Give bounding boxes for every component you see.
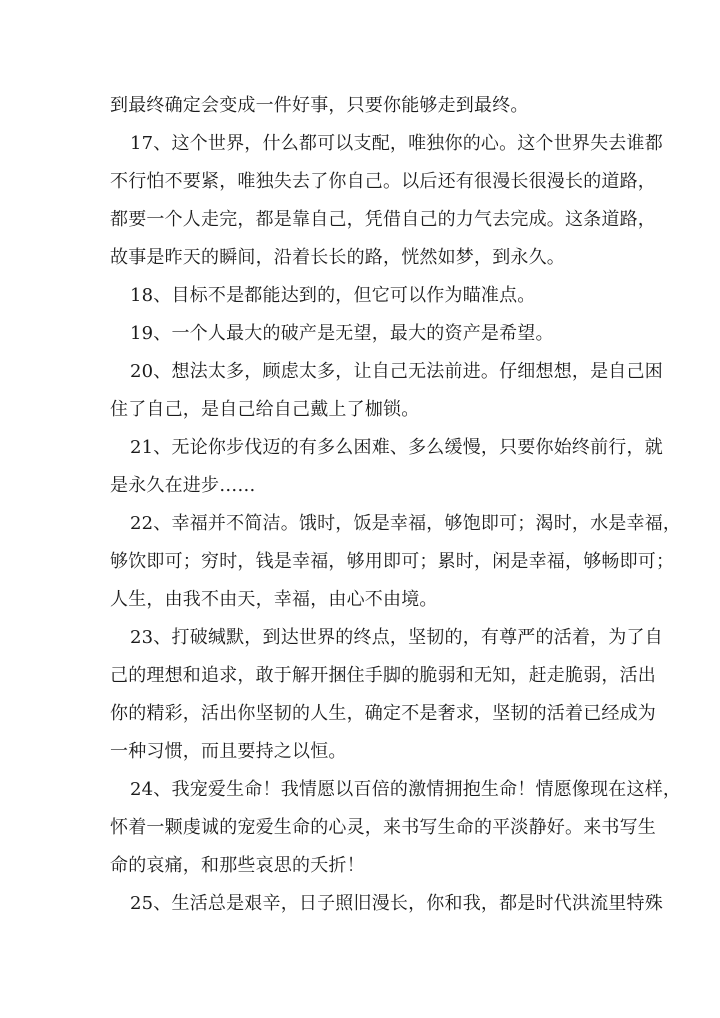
paragraph-21-line: 是永久在进步……: [110, 475, 256, 496]
paragraph-20-line: 住了自己，是自己给自己戴上了枷锁。: [110, 399, 420, 420]
paragraph-23-line: 一种习惯，而且要持之以恒。: [110, 741, 347, 762]
paragraph-23-line: 己的理想和追求，敢于解开捆住手脚的脆弱和无知，赶走脆弱，活出: [110, 665, 656, 686]
paragraph-17-line: 故事是昨天的瞬间，沿着长长的路，恍然如梦，到永久。: [110, 247, 565, 268]
paragraph-17-line: 不行怕不要紧，唯独失去了你自己。以后还有很漫长很漫长的道路，: [110, 171, 656, 192]
paragraph-24-line: 24、我宠爱生命！我情愿以百倍的激情拥抱生命！情愿像现在这样，: [130, 779, 682, 800]
paragraph-22-line: 够饮即可；穷时，钱是幸福，够用即可；累时，闲是幸福，够畅即可；: [110, 551, 675, 572]
paragraph-25-line: 25、生活总是艰辛，日子照旧漫长，你和我，都是时代洪流里特殊: [130, 893, 663, 914]
paragraph-24-line: 命的哀痛，和那些哀思的夭折！: [110, 855, 365, 876]
paragraph-19-line: 19、一个人最大的破产是无望，最大的资产是希望。: [130, 323, 554, 344]
paragraph-24-line: 怀着一颗虔诚的宠爱生命的心灵，来书写生命的平淡静好。来书写生: [110, 817, 656, 838]
paragraph-23-line: 23、打破缄默，到达世界的终点，坚韧的，有尊严的活着，为了自: [130, 627, 663, 648]
paragraph-20-line: 20、想法太多，顾虑太多，让自己无法前进。仔细想想，是自己困: [130, 361, 663, 382]
paragraph-18-line: 18、目标不是都能达到的，但它可以作为瞄准点。: [130, 285, 536, 306]
paragraph-21-line: 21、无论你步伐迈的有多么困难、多么缓慢，只要你始终前行，就: [130, 437, 663, 458]
paragraph-17-line: 都要一个人走完，都是靠自己，凭借自己的力气去完成。这条道路，: [110, 209, 656, 230]
paragraph-22-line: 22、幸福并不简洁。饿时，饭是幸福，够饱即可；渴时，水是幸福，: [130, 513, 682, 534]
paragraph-17-line: 17、这个世界，什么都可以支配，唯独你的心。这个世界失去谁都: [130, 133, 663, 154]
paragraph-23-line: 你的精彩，活出你坚韧的人生，确定不是奢求，坚韧的活着已经成为: [110, 703, 656, 724]
paragraph-22-line: 人生，由我不由天，幸福，由心不由境。: [110, 589, 438, 610]
paragraph-line: 到最终确定会变成一件好事，只要你能够走到最终。: [110, 95, 529, 116]
